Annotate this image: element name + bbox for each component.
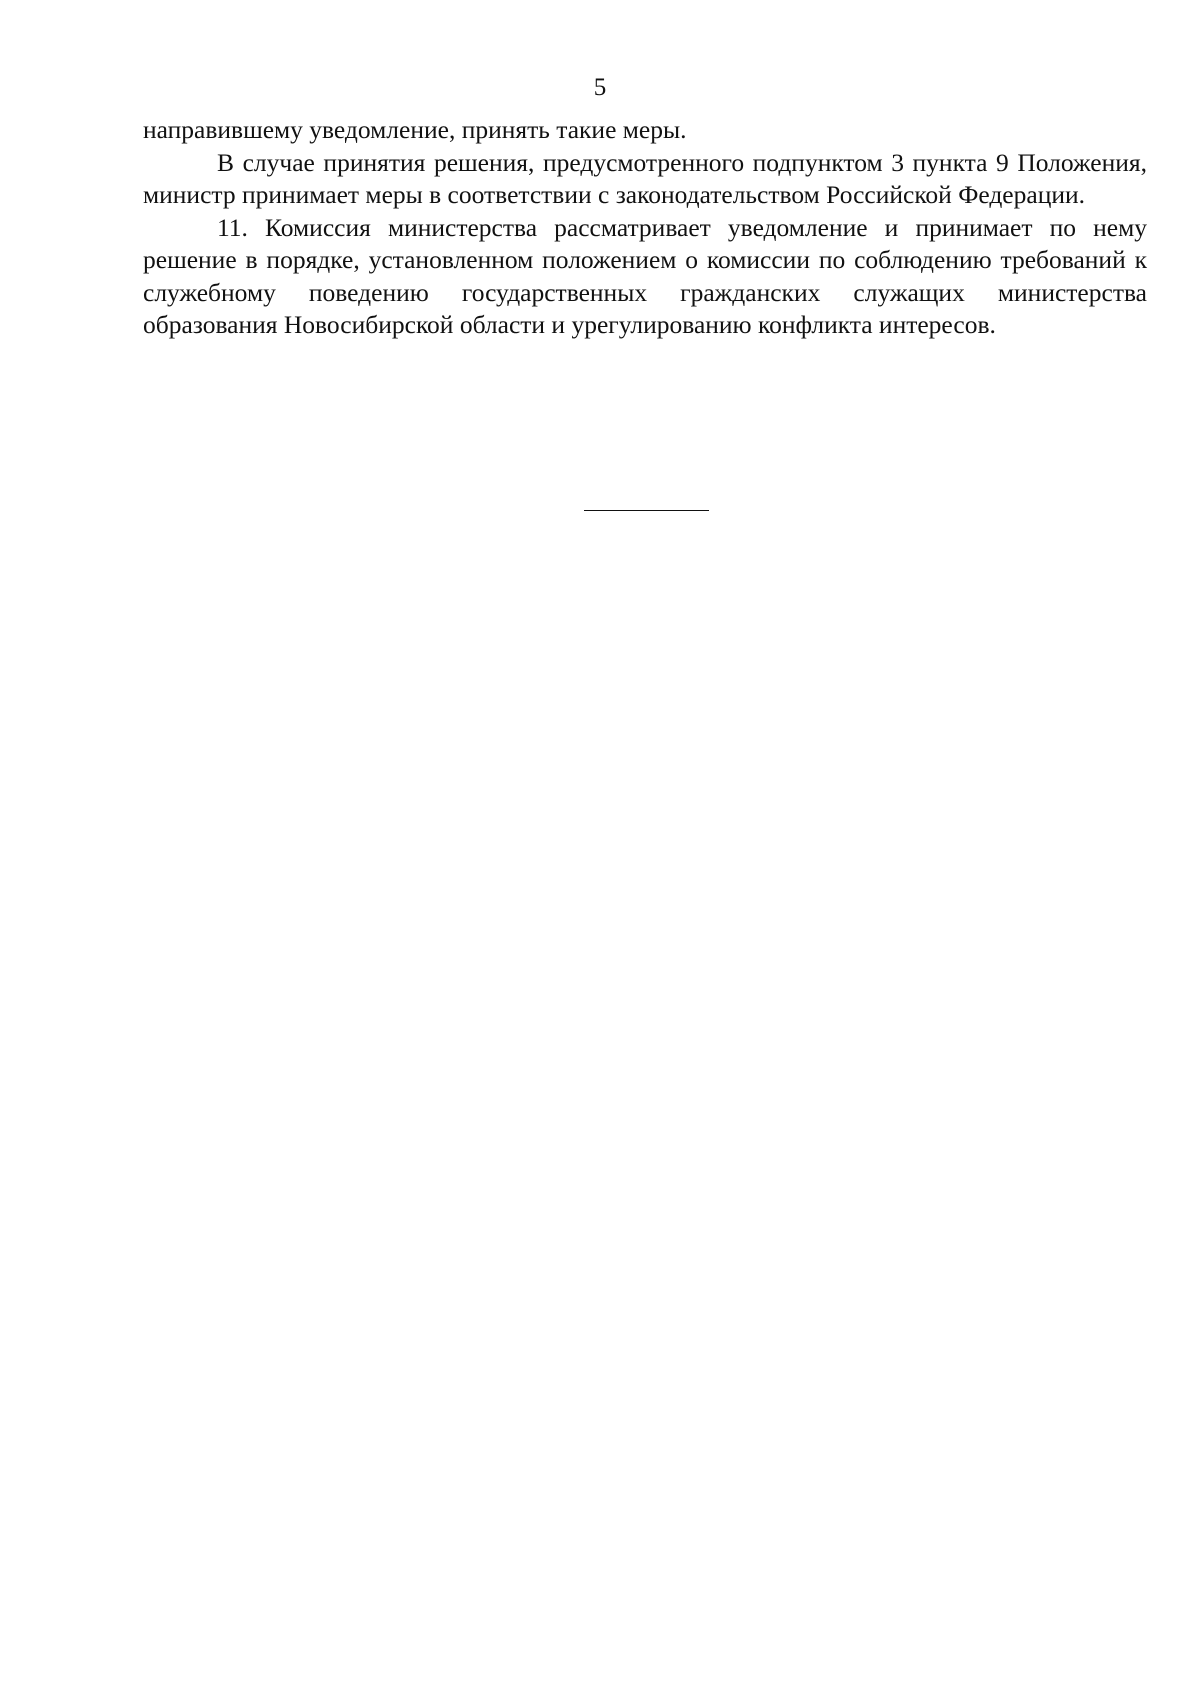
document-body bbox=[143, 114, 1147, 342]
end-of-document-rule bbox=[584, 510, 709, 511]
paragraph-continuation: направившему уведомление, принять такие меры. bbox=[143, 115, 687, 144]
page-number: 5 bbox=[593, 74, 607, 101]
paragraph-decision-measures: В случае принятия решения, предусмотренного подпунктом 3 пункта 9 Положения, министр принимает меры в соответствии с законодательством Российской Федерации. bbox=[143, 147, 1147, 209]
paragraph-clause-11: 11. Комиссия министерства рассматривает уведомление и принимает по нему решение в порядке, установленном положением о комиссии по соблюдению требований к служебному поведению государственных гражданских служащих министерства образования Новосибирской области и урегулированию конфликта интересов. bbox=[143, 212, 1147, 339]
